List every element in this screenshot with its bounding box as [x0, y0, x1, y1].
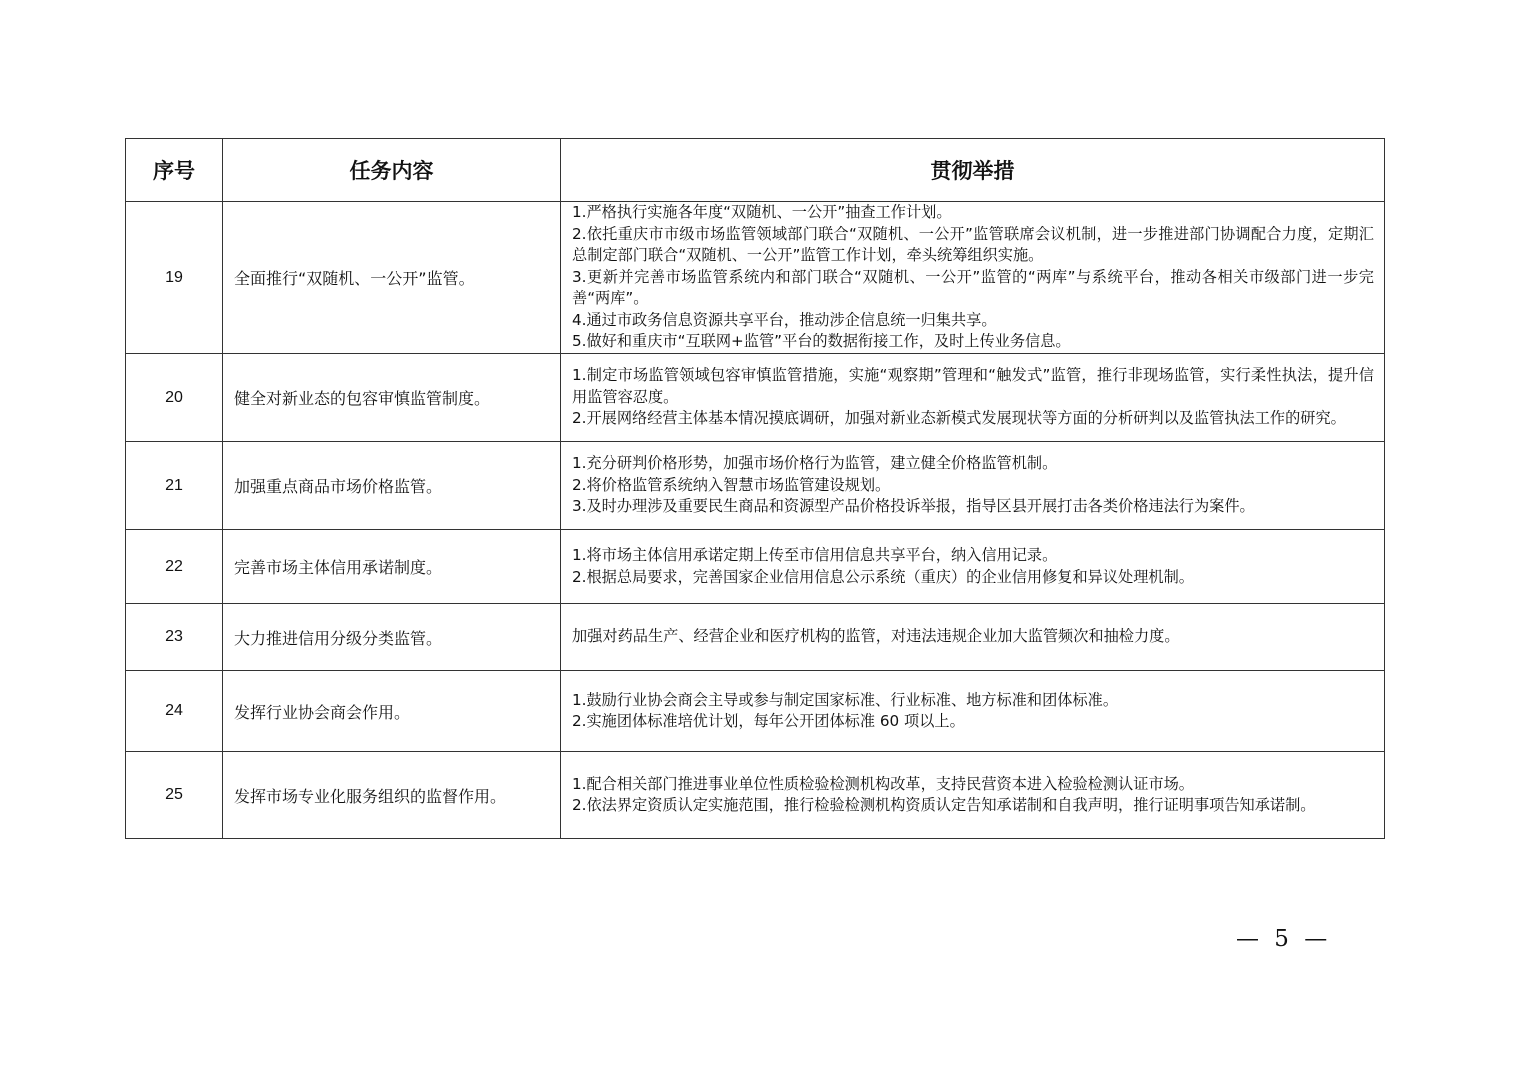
measure-item: 1.严格执行实施各年度“双随机、一公开”抽查工作计划。: [572, 203, 952, 222]
row-task: 完善市场主体信用承诺制度。: [223, 530, 561, 604]
measure-item: 5.做好和重庆市“互联网+监管”平台的数据衔接工作，及时上传业务信息。: [572, 332, 1071, 351]
header-task: 任务内容: [223, 139, 561, 202]
measure-item: 1.配合相关部门推进事业单位性质检验检测机构改革，支持民营资本进入检验检测认证市场。: [572, 774, 1194, 793]
measure-item: 2.依法界定资质认定实施范围，推行检验检测机构资质认定告知承诺制和自我声明，推行证明事项告知承诺制。: [572, 796, 1316, 814]
row-index: 24: [126, 671, 223, 752]
row-measures: [561, 354, 1385, 442]
measure-item: 2.将价格监管系统纳入智慧市场监管建设规划。: [572, 475, 891, 494]
row-index: 22: [126, 530, 223, 604]
row-index: 23: [126, 604, 223, 671]
row-measures: [561, 530, 1385, 604]
measure-item: 3.及时办理涉及重要民生商品和资源型产品价格投诉举报，指导区县开展打击各类价格违法行为案件。: [572, 497, 1255, 516]
measure-item: 1.鼓励行业协会商会主导或参与制定国家标准、行业标准、地方标准和团体标准。: [572, 690, 1119, 709]
measure-item: 2.依托重庆市市级市场监管领域部门联合“双随机、一公开”监管联席会议机制，进一步推进部门协调配合力度，定期汇总制定部门联合“双随机、一公开”监管工作计划，牵头统筹组织实施。: [572, 224, 1374, 265]
header-measures: 贯彻举措: [561, 139, 1385, 202]
row-index: 19: [126, 202, 223, 354]
row-task: 发挥行业协会商会作用。: [223, 671, 561, 752]
table-row: [126, 530, 1385, 604]
measure-item: 3.更新并完善市场监管系统内和部门联合“双随机、一公开”监管的“两库”与系统平台，推动各相关市级部门进一步完善“两库”。: [572, 267, 1374, 308]
header-index: 序号: [126, 139, 223, 202]
row-measures: [561, 671, 1385, 752]
measure-item: 2.根据总局要求，完善国家企业信用信息公示系统（重庆）的企业信用修复和异议处理机制。: [572, 567, 1194, 586]
row-index: 21: [126, 442, 223, 530]
row-task: 发挥市场专业化服务组织的监督作用。: [223, 752, 561, 839]
page-number: — 5 —: [1236, 926, 1332, 952]
measure-item: 1.制定市场监管领域包容审慎监管措施，实施“观察期”管理和“触发式”监管，推行非现场监管，实行柔性执法，提升信用监管容忍度。: [572, 366, 1374, 406]
table-row: [126, 752, 1385, 839]
measure-item: 2.开展网络经营主体基本情况摸底调研，加强对新业态新模式发展现状等方面的分析研判以及监管执法工作的研究。: [572, 409, 1346, 428]
measure-item: 4.通过市政务信息资源共享平台，推动涉企信息统一归集共享。: [572, 310, 997, 329]
table-row: [126, 671, 1385, 752]
measure-item: 1.将市场主体信用承诺定期上传至市信用信息共享平台，纳入信用记录。: [572, 546, 1058, 564]
row-index: 20: [126, 354, 223, 442]
row-measures: [561, 202, 1385, 354]
measure-item: 1.充分研判价格形势，加强市场价格行为监管，建立健全价格监管机制。: [572, 454, 1058, 473]
measure-item: 加强对药品生产、经营企业和医疗机构的监管，对违法违规企业加大监管频次和抽检力度。: [572, 627, 1180, 646]
task-table: [125, 138, 1385, 839]
row-measures: [561, 604, 1385, 671]
table-row: [126, 202, 1385, 354]
table-row: [126, 354, 1385, 442]
row-task: 健全对新业态的包容审慎监管制度。: [223, 354, 561, 442]
row-index: 25: [126, 752, 223, 839]
table-row: [126, 604, 1385, 671]
table-row: [126, 442, 1385, 530]
table-body: [126, 202, 1385, 839]
row-task: 加强重点商品市场价格监管。: [223, 442, 561, 530]
row-measures: [561, 752, 1385, 839]
measure-item: 2.实施团体标准培优计划，每年公开团体标准 60 项以上。: [572, 712, 965, 730]
row-task: 大力推进信用分级分类监管。: [223, 604, 561, 671]
row-measures: [561, 442, 1385, 530]
table-header-row: [126, 139, 1385, 202]
row-task: 全面推行“双随机、一公开”监管。: [223, 202, 561, 354]
